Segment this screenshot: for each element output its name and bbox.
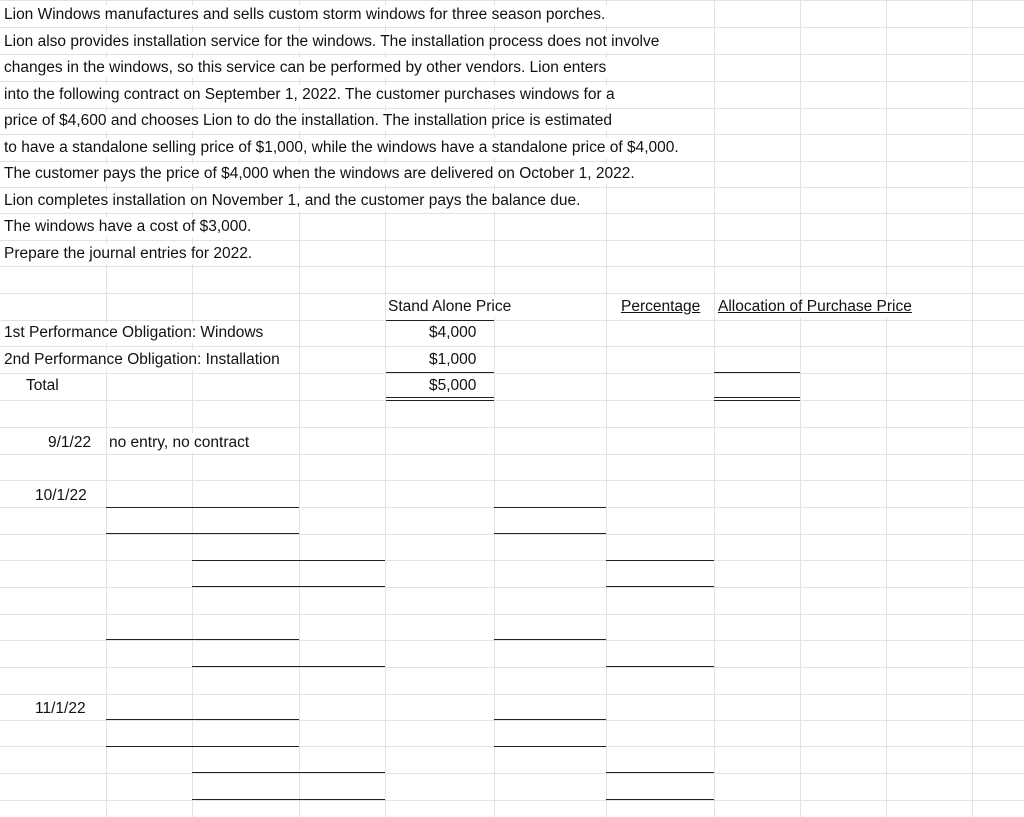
account-line[interactable] xyxy=(192,560,385,561)
windows-price: $4,000 xyxy=(429,324,477,341)
debit-line[interactable] xyxy=(494,746,606,747)
credit-line[interactable] xyxy=(606,560,714,561)
account-line[interactable] xyxy=(106,639,299,640)
windows-obligation-label: 1st Performance Obligation: Windows xyxy=(4,324,264,341)
debit-line[interactable] xyxy=(494,533,606,534)
allocation-total-double-underline xyxy=(714,397,800,401)
problem-line: to have a standalone selling price of $1,000, while the windows have a standalone price of $4,000. xyxy=(4,139,679,156)
installation-price: $1,000 xyxy=(429,351,477,368)
account-line[interactable] xyxy=(106,719,299,720)
debit-line[interactable] xyxy=(494,639,606,640)
credit-line[interactable] xyxy=(606,666,714,667)
allocation-subtotal-underline xyxy=(714,372,800,373)
debit-line[interactable] xyxy=(494,507,606,508)
allocation-header: Allocation of Purchase Price xyxy=(718,298,912,315)
debit-line[interactable] xyxy=(494,719,606,720)
problem-line: price of $4,600 and chooses Lion to do the installation. The installation price is estimated xyxy=(4,112,613,129)
entry-date-9-1: 9/1/22 xyxy=(48,434,92,451)
problem-line: into the following contract on September 1, 2022. The customer purchases windows for a xyxy=(4,86,615,103)
installation-obligation-label: 2nd Performance Obligation: Installation xyxy=(4,351,280,368)
stand-alone-price-header: Stand Alone Price xyxy=(388,298,512,315)
total-label: Total xyxy=(26,377,59,394)
entry-note-9-1: no entry, no contract xyxy=(109,434,250,451)
problem-line: Lion completes installation on November 1, and the customer pays the balance due. xyxy=(4,192,581,209)
windows-percentage-cell[interactable] xyxy=(606,321,714,345)
account-line[interactable] xyxy=(192,666,385,667)
account-line[interactable] xyxy=(106,507,299,508)
credit-line[interactable] xyxy=(606,586,714,587)
credit-line[interactable] xyxy=(606,772,714,773)
percentage-header: Percentage xyxy=(621,298,701,315)
account-line[interactable] xyxy=(192,586,385,587)
total-double-underline xyxy=(386,397,494,401)
account-line[interactable] xyxy=(106,746,299,747)
installation-percentage-cell[interactable] xyxy=(606,347,714,371)
entry-date-11-1: 11/1/22 xyxy=(35,700,86,717)
entry-date-10-1: 10/1/22 xyxy=(35,487,87,504)
account-line[interactable] xyxy=(192,772,385,773)
account-line[interactable] xyxy=(106,533,299,534)
account-line[interactable] xyxy=(192,799,385,800)
problem-line: Prepare the journal entries for 2022. xyxy=(4,245,253,262)
problem-line: The windows have a cost of $3,000. xyxy=(4,218,252,235)
installation-allocation-cell[interactable] xyxy=(714,347,800,371)
problem-line: changes in the windows, so this service can be performed by other vendors. Lion enters xyxy=(4,59,607,76)
total-price: $5,000 xyxy=(429,377,477,394)
problem-line: Lion Windows manufactures and sells custom storm windows for three season porches. xyxy=(4,6,606,23)
windows-allocation-cell[interactable] xyxy=(714,321,800,345)
header-underline xyxy=(386,320,494,321)
credit-line[interactable] xyxy=(606,799,714,800)
problem-line: The customer pays the price of $4,000 when the windows are delivered on October 1, 2022. xyxy=(4,165,635,182)
problem-line: Lion also provides installation service for the windows. The installation process does not involve xyxy=(4,33,660,50)
subtotal-underline xyxy=(386,372,494,373)
